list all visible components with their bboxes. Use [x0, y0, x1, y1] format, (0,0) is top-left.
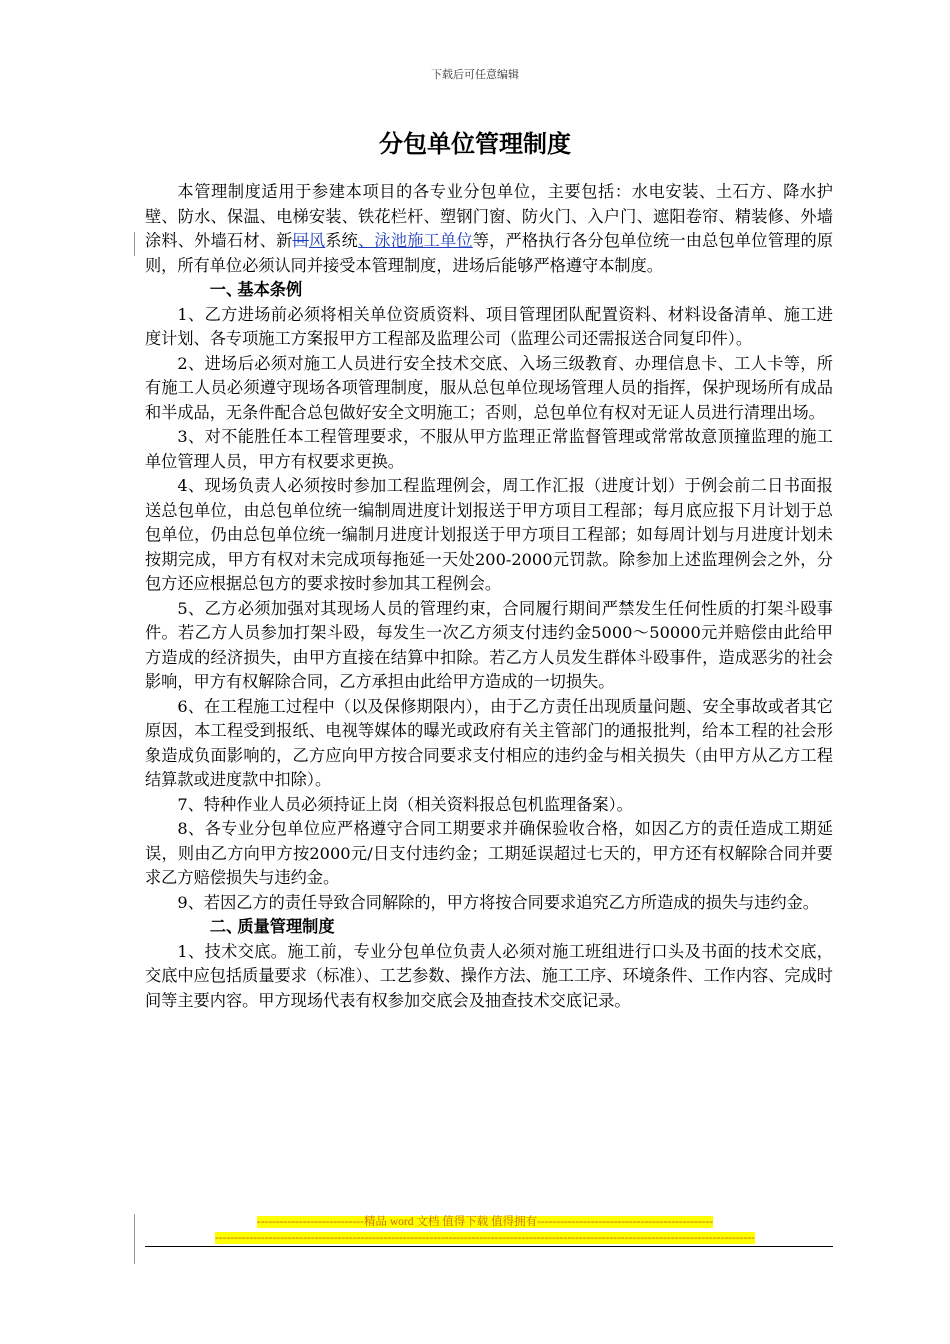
inserted-text: 风 — [308, 231, 326, 250]
clause: 1、乙方进场前必须将相关单位资质资料、项目管理团队配置资料、材料设备清单、施工进度计划、各专项施工方案报甲方工程部及监理公司（监理公司还需报送合同复印件）。 — [145, 304, 833, 348]
revision-change-bar — [134, 232, 135, 256]
section-heading-1 — [145, 278, 833, 303]
clause: 5、乙方必须加强对其现场人员的管理约束，合同履行期间严禁发生任何性质的打架斗殴事件。若乙方人员参加打架斗殴，每发生一次乙方须支付违约金5000～50000元并赔偿由此给甲方造成的经济损失，由甲方直接在结算中扣除。若乙方人员发生群体斗殴事件，造成恶劣的社会影响，甲方有权解除合同，乙方承担由此给甲方造成的一切损失。 — [145, 598, 833, 691]
intro-text-2: 系统 — [325, 231, 359, 250]
clause: 1、技术交底。施工前，专业分包单位负责人必须对施工班组进行口头及书面的技术交底，交底中应包括质量要求（标准）、工艺参数、操作方法、施工工序、环境条件、工作内容、完成时间等主要内容。甲方现场代表有权参加交底会及抽查技术交底记录。 — [145, 941, 833, 1010]
clause: 9、若因乙方的责任导致合同解除的，甲方将按合同要求追究乙方所造成的损失与违约金。 — [177, 892, 819, 912]
footer-highlight-2: --------------------------------------------------------------------------------------------------------------------------------------------- — [215, 1232, 755, 1244]
clause: 3、对不能胜任本工程管理要求，不服从甲方监理正常监督管理或常常故意顶撞监理的施工单位管理人员，甲方有权要求更换。 — [145, 427, 833, 471]
inserted-text-2: 、泳池施工单位 — [358, 231, 473, 250]
footer-highlight-1: ----------------------------精品 word 文档 值得下载 值得拥有---------------------------------------------- — [256, 1216, 714, 1228]
document-title: 分包单位管理制度 — [379, 129, 571, 158]
section-number: 一、 — [209, 280, 243, 299]
footer-banner — [140, 1214, 830, 1246]
footer-rule — [145, 1246, 833, 1247]
intro-paragraph — [145, 180, 833, 278]
section-heading-2 — [145, 915, 833, 940]
footer-change-bar — [134, 1214, 135, 1264]
deleted-text: 回 — [292, 231, 309, 250]
section-number: 二、 — [209, 917, 243, 936]
clause: 8、各专业分包单位应严格遵守合同工期要求并确保验收合格，如因乙方的责任造成工期延误，则由乙方向甲方按2000元/日支付违约金；工期延误超过七天的，甲方还有权解除合同并要求乙方赔偿损失与违约金。 — [145, 819, 833, 887]
clause: 7、特种作业人员必须持证上岗（相关资料报总包机监理备案）。 — [177, 794, 633, 814]
header-note: 下载后可任意编辑 — [431, 68, 519, 81]
clause: 6、在工程施工过程中（以及保修期限内），由于乙方责任出现质量问题、安全事故或者其它原因，本工程受到报纸、电视等媒体的曝光或政府有关主管部门的通报批判，给本工程的社会形象造成负面影响的，乙方应向甲方按合同要求支付相应的违约金与相关损失（由甲方从乙方工程结算款或进度款中扣除）。 — [145, 696, 833, 789]
clause: 2、进场后必须对施工人员进行安全技术交底、入场三级教育、办理信息卡、工人卡等，所有施工人员必须遵守现场各项管理制度，服从总包单位现场管理人员的指挥，保护现场所有成品和半成品，无条件配合总包做好安全文明施工；否则，总包单位有权对无证人员进行清理出场。 — [145, 353, 833, 422]
footer-line-1 — [140, 1214, 830, 1230]
section-title: 基本条例 — [237, 280, 303, 299]
document-body — [145, 180, 833, 1013]
section-title: 质量管理制度 — [237, 917, 335, 936]
footer-line-2 — [140, 1230, 830, 1246]
clause: 4、现场负责人必须按时参加工程监理例会，周工作汇报（进度计划）于例会前二日书面报送总包单位，由总包单位统一编制周进度计划报送于甲方项目工程部；每月底应报下月计划于总包单位，仍由总包单位统一编制月进度计划报送于甲方项目工程部；如每周计划与月进度计划未按期完成，甲方有权对未完成项每拖延一天处200-2000元罚款。除参加上述监理例会之外，分包方还应根据总包方的要求按时参加其工程例会。 — [145, 476, 833, 593]
intro-text-3: 等，严格执行各分包单位统一由总包单位管理的原则，所有单位必须认同并接受本管理制度，进场后能够严格遵守本制度。 — [145, 231, 834, 275]
intro-text: 本管理制度适用于参建本项目的各专业分包单位，主要包括：水电安装、土石方、降水护壁、防水、保温、电梯安装、铁花栏杆、塑钢门窗、防火门、入户门、遮阳卷帘、精装修、外墙涂料、外墙石材、新 — [145, 182, 833, 250]
